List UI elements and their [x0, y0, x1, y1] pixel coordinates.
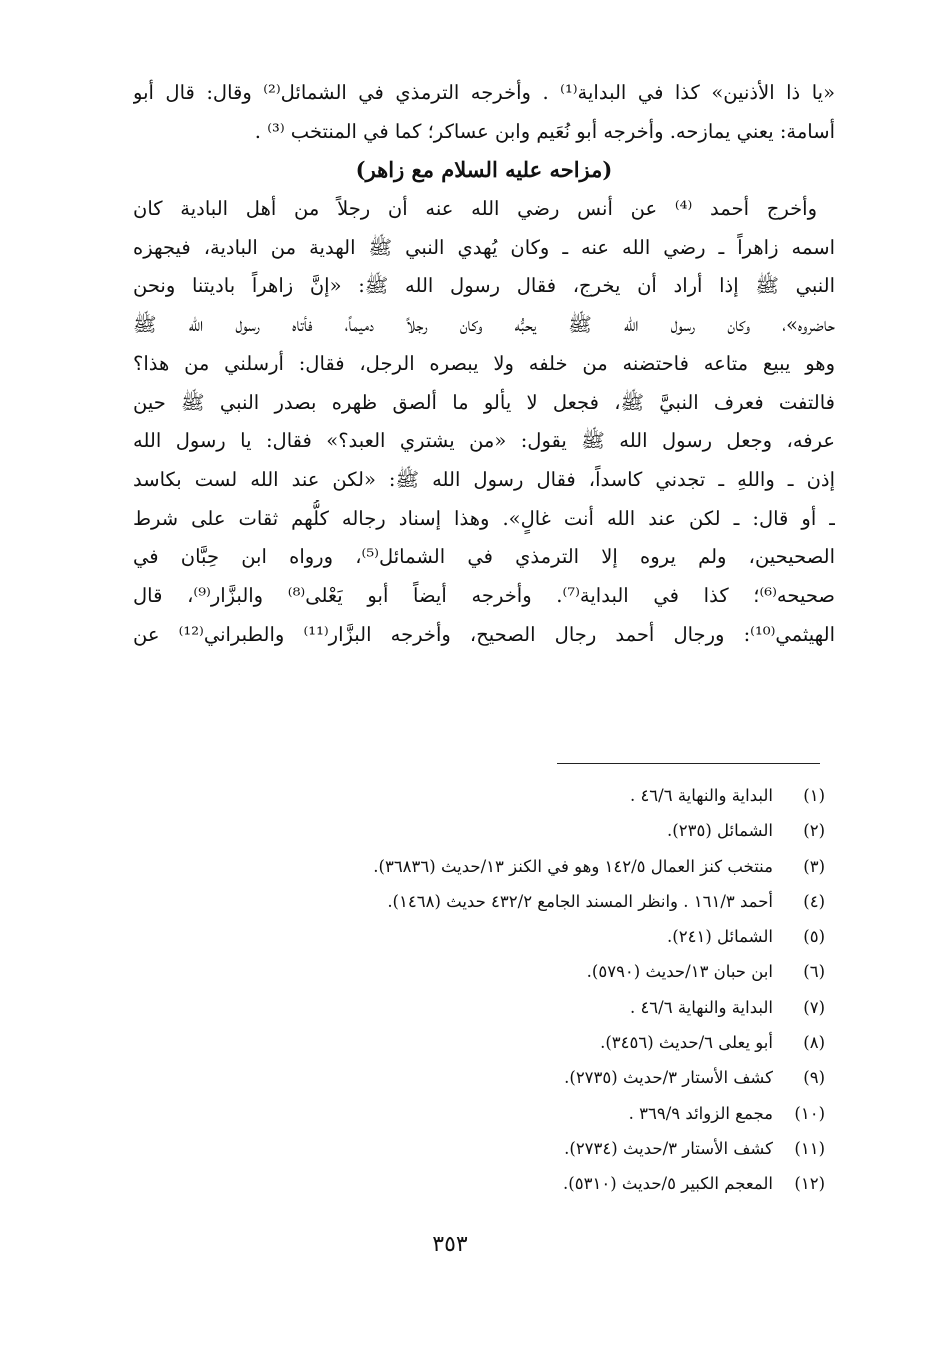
footnote-text: الشمائل (٢٤١). [667, 927, 773, 947]
footnote-text: كشف الأستار ٣/حديث (٢٧٣٥). [564, 1068, 773, 1088]
footnote-item [200, 990, 825, 1025]
body-line: وأخرج أحمد ⁽⁴⁾ عن أنس رضي الله عنه أن رجلاً من أهل البادية كان [133, 197, 817, 221]
footnote-item [200, 778, 825, 813]
footnote-item [200, 1166, 825, 1201]
footnote-item [200, 919, 825, 954]
footnote-item [200, 1131, 825, 1166]
body-line: وهو يبيع متاعه فاحتضنه من خلفه ولا يبصره الرجل، فقال: أرسلني من هذا؟ [133, 351, 835, 375]
body-line: حاضروه»، وكان رسول الله ﷺ يحبُّه وكان رجلاً دميماً، فأتاه رسول الله ﷺ [133, 313, 835, 337]
footnote-number: (٥) [803, 927, 825, 947]
footnote-item [200, 1025, 825, 1060]
footnote-item [200, 1096, 825, 1131]
footnote-text: ابن حبان ١٣/حديث (٥٧٩٠). [586, 962, 773, 982]
footnote-number: (١٢) [794, 1174, 825, 1194]
footnote-text: مجمع الزوائد ٣٦٩/٩ . [628, 1103, 773, 1123]
footnote-text: البداية والنهاية ٤٦/٦ . [629, 997, 773, 1017]
footnote-text: الشمائل (٢٣٥). [667, 821, 773, 841]
footnote-number: (٣) [803, 856, 825, 876]
section-heading: (مزاحه عليه السلام مع زاهر) [355, 157, 613, 183]
footnote-item [200, 1060, 825, 1095]
footnotes-list [200, 778, 825, 1202]
body-line: اسمه زاهراً ـ رضي الله عنه ـ وكان يُهدي النبي ﷺ الهدية من البادية، فيجهزه [133, 235, 835, 259]
footnote-number: (٦) [803, 962, 825, 982]
body-line: إذن ـ واللهِ ـ تجدني كاسداً، فقال رسول الله ﷺ: «لكن عند الله لست بكاسد [133, 467, 835, 491]
footnote-number: (١٠) [794, 1103, 825, 1123]
body-line: صحيحه⁽⁶⁾؛ كذا في البداية⁽⁷⁾. وأخرجه أيضاً أبو يَعْلى⁽⁸⁾ والبزَّار⁽⁹⁾، قال [133, 583, 835, 607]
footnote-item [200, 884, 825, 919]
body-line: ـ أو قال: ـ لكن عند الله أنت غالٍ». وهذا إسناد رجاله كلُّهم ثقات على شرط [133, 506, 835, 530]
footnote-text: منتخب كنز العمال ١٤٢/٥ وهو في الكنز ١٣/حديث (٣٦٨٣٦). [373, 856, 773, 876]
page-number: ٣٥٣ [432, 1232, 468, 1257]
footnote-item [200, 954, 825, 989]
body-line: النبي ﷺ إذا أراد أن يخرج، فقال رسول الله ﷺ: «إنَّ زاهراً باديتنا ونحن [133, 274, 835, 298]
footnote-number: (٩) [803, 1068, 825, 1088]
footnote-separator [557, 763, 820, 764]
footnote-number: (١١) [794, 1138, 825, 1158]
body-line: «يا ذا الأذنين» كذا في البداية⁽¹⁾ . وأخرجه الترمذي في الشمائل⁽²⁾ وقال: قال أبو [133, 81, 835, 104]
footnote-text: المعجم الكبير ٥/حديث (٥٣١٠). [563, 1174, 773, 1194]
footnote-number: (١) [803, 786, 825, 805]
footnote-text: أحمد ١٦١/٣ . وانظر المسند الجامع ٤٣٢/٢ حديث (١٤٦٨). [387, 891, 773, 911]
body-line: أسامة: يعني يمازحه. وأخرجه أبو نُعَيم وابن عساكر؛ كما في المنتخب ⁽³⁾ . [254, 119, 835, 143]
footnote-number: (٢) [803, 821, 825, 841]
body-line: عرفه، وجعل رسول الله ﷺ يقول: «من يشتري العبد؟» فقال: يا رسول الله [133, 429, 835, 453]
footnote-item [200, 813, 825, 848]
footnote-text: أبو يعلى ٦/حديث (٣٤٥٦). [600, 1033, 773, 1053]
body-line: فالتفت فعرف النبيَّ ﷺ، فجعل لا يألو ما ألصق ظهره بصدر النبي ﷺ حين [133, 390, 835, 414]
body-line: الصحيحين، ولم يروه إلا الترمذي في الشمائل⁽⁵⁾، ورواه ابن حِبَّان في [133, 545, 835, 569]
footnote-number: (٧) [803, 997, 825, 1017]
body-line: الهيثمي⁽¹⁰⁾: ورجال أحمد رجال الصحيح، وأخرجه البزَّار⁽¹¹⁾ والطبراني⁽¹²⁾ عن [133, 622, 835, 646]
footnote-number: (٤) [803, 891, 825, 911]
footnote-item [200, 849, 825, 884]
footnote-text: البداية والنهاية ٤٦/٦ . [629, 786, 773, 805]
footnote-text: كشف الأستار ٣/حديث (٢٧٣٤). [564, 1138, 773, 1158]
footnote-number: (٨) [803, 1033, 825, 1053]
main-text-block [133, 74, 835, 654]
